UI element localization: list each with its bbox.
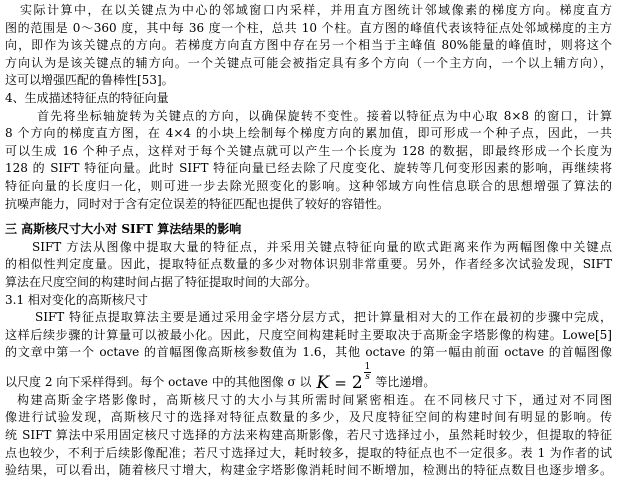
paragraph-line: 像进行试验发现，高斯核尺寸的选择对特征点数量的多少，及尺度特征空间的构建时间有明显的影响。传 [5,410,612,425]
step-heading: 4、生成描述特征点的特征向量 [5,90,169,105]
paragraph-line: 这样后续步骤的计算量可以被最小化。因此，尺度空间构建耗时主要取决于高斯金字塔影像的构建。Lowe[5] [5,327,612,342]
formula-exponent-numerator: 1 [364,361,371,372]
formula-lhs: K [316,372,330,392]
paragraph-line: 点也较少，不利于后续影像配准；若尺寸选择过大，耗时较多，提取的特征点也不一定很多。表 1 为作者的试 [5,445,612,460]
paragraph-line: 统 SIFT 算法中采用固定核尺寸选择的方法来构建高斯影像，若尺寸选择过小，虽然耗时较少，但提取的特征 [5,428,612,443]
paragraph-line: 特征向量的长度归一化，则可进一步去除光照变化的影响。这种邻域方向性信息联合的思想增强了算法的 [5,178,612,193]
formula-equals: = [334,373,347,392]
paragraph-line: 可以生成 16 个种子点，这样对于每个关键点就可以产生一个长度为 128 的数据，即最终形成一个长度为 [5,143,612,158]
paragraph-line: SIFT 方法从图像中提取大量的特征点，并采用关键点特征向量的欧式距离来作为两幅图像中关键点 [32,239,612,254]
paragraph-line: 的相似性判定度量。因此，提取特征点数量的多少对物体识别非常重要。另外，作者经多次试验发现，SIFT [5,257,612,272]
paragraph-line: 8 个方向的梯度直方图，在 4×4 的小块上绘制每个梯度方向的累加值，即可形成一个种子点，因此，一共 [5,126,612,141]
formula-base: 2 [351,372,363,392]
paragraph-orientation [5,2,612,90]
paragraph-descriptor [5,108,612,214]
paragraph-line: 的文章中第一个 octave 的首幅图像高斯核参数值为 1.6，其他 octave 的第一幅由前面 octave 的首幅图像 [5,345,612,360]
paragraph-line: 128 的 SIFT 特征向量。此时 SIFT 特征向量已经去除了尺度变化、旋转等几何变形因素的影响，再继续将 [5,161,612,176]
document-page [5,2,612,482]
formula-line-text-before: 以尺度 2 向下采样得到。每个 octave 中的其他图像 σ 以 [5,375,312,390]
formula-exponent-denominator: s [365,371,370,382]
formula-exponent-fraction [364,363,372,382]
paragraph-line: 实际计算中，在以关键点为中心的邻域窗口内采样，并用直方图统计邻域像素的梯度方向。梯度直方 [20,3,612,17]
paragraph-section3-intro [5,239,612,292]
paragraph-line: 图的范围是 0～360 度，其中每 36 度一个柱，总共 10 个柱。直方图的峰值代表该特征点处邻域梯度的主方 [5,20,612,35]
paragraph-line: 算法在尺度空间的构建时间占据了特征提取时间的大部分。 [5,274,318,289]
paragraph-line: 验结果，可以看出，随着核尺寸增大，构建金字塔影像消耗时间不断增加，检测出的特征点数目也逐步增多。 [5,463,612,478]
subsection-heading: 3.1 相对变化的高斯核尺寸 [5,292,148,307]
paragraph-line: 方向认为是该关键点的辅方向。一个关键点可能会被指定具有多个方向（一个主方向，一个以上辅方向）， [5,55,612,70]
paragraph-line: 首先将坐标轴旋转为关键点的方向，以确保旋转不变性。接着以特征点为中心取 8×8 的窗口，计算 [37,108,612,123]
paragraph-line: 向，即作为该关键点的方向。若梯度方向直方图中存在另一个相当于主峰值 80%能量的峰值时，则将这个 [5,38,612,53]
paragraph-line: 抗噪声能力，同时对于含有定位误差的特征匹配也提供了较好的容错性。 [5,196,390,211]
paragraph-pyramid [5,309,612,392]
formula-line-text-after: 等比递增。 [375,375,436,390]
paragraph-line: 构建高斯金字塔影像时，高斯核尺寸的大小与其所需时间紧密相连。在不同核尺寸下，通过对不同图 [17,392,612,407]
scale-ratio-formula [317,363,372,392]
paragraph-line-with-formula [5,362,612,392]
paragraph-line: SIFT 特征点提取算法主要是通过采用金字塔分层方式，把计算量相对大的工作在最初的步骤中完成， [35,310,612,325]
section-heading: 三 高斯核尺寸大小对 SIFT 算法结果的影响 [5,222,242,237]
paragraph-kernel [5,392,612,480]
paragraph-line: 这可以增强匹配的鲁棒性[53]。 [5,73,174,88]
